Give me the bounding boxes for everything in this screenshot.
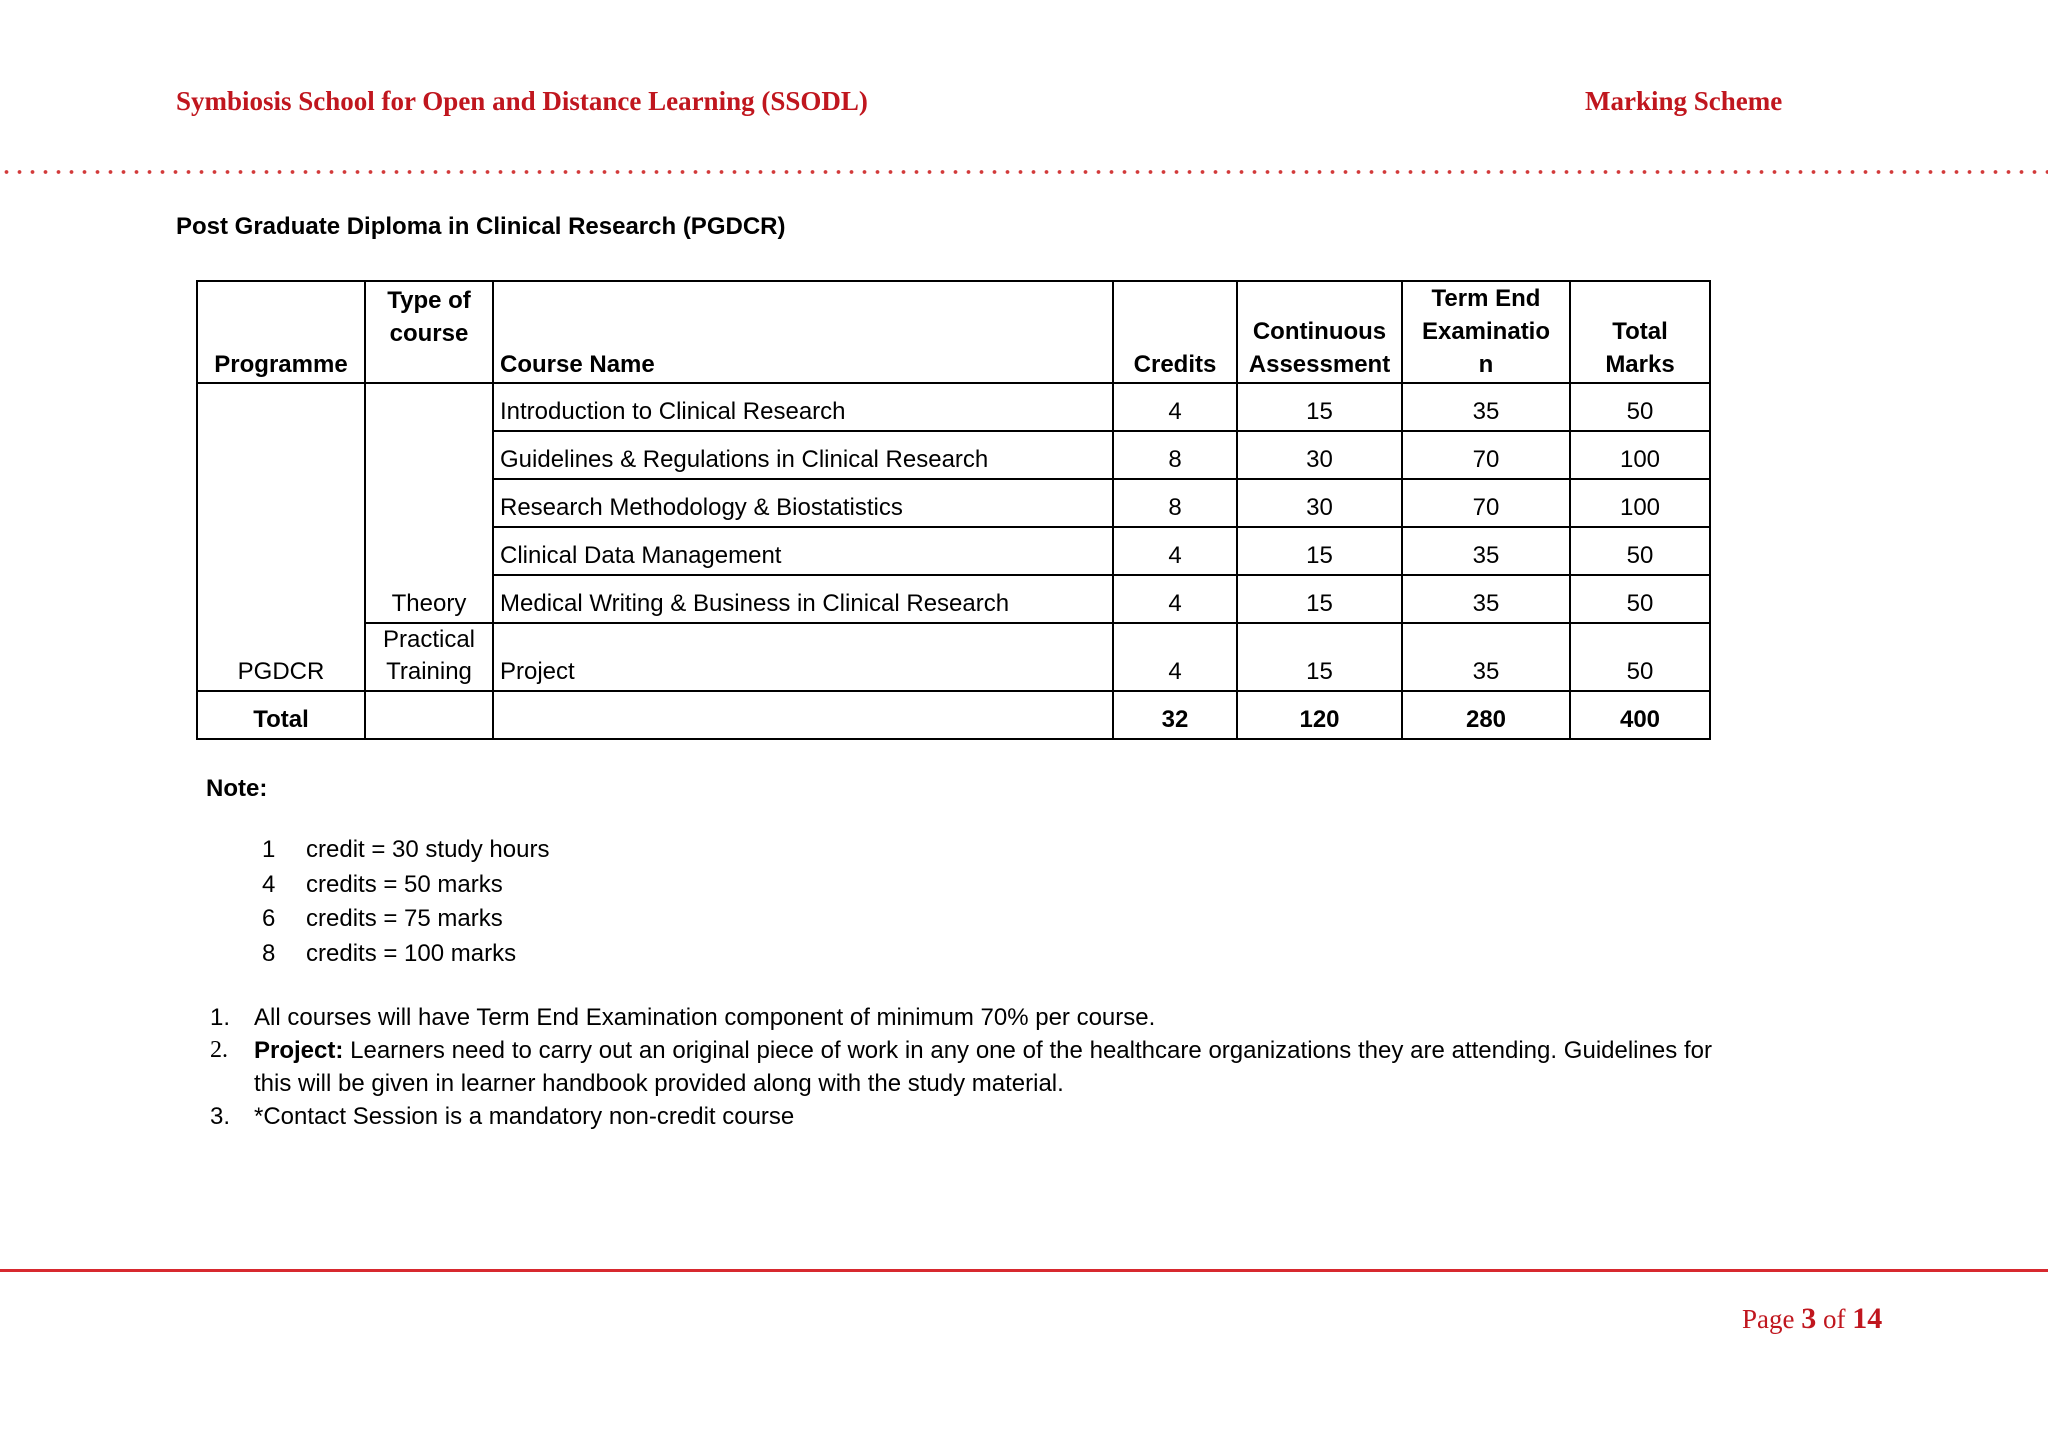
total-label-cell: Total xyxy=(197,691,365,739)
list-item xyxy=(210,1001,1712,1034)
tee-cell: 70 xyxy=(1402,431,1570,479)
header-ca-line1: Continuous xyxy=(1252,318,1387,345)
total-cell: 100 xyxy=(1570,431,1710,479)
credit-text: credit = 30 study hours xyxy=(306,836,550,863)
header-total-marks xyxy=(1570,281,1710,383)
page-number xyxy=(1742,1302,1882,1336)
list-item xyxy=(262,937,549,972)
note-text-body: *Contact Session is a mandatory non-credit course xyxy=(254,1103,795,1130)
total-credits-cell: 32 xyxy=(1113,691,1237,739)
course-name-cell: Clinical Data Management xyxy=(493,527,1113,575)
type-practical-line2: Training xyxy=(386,658,472,685)
total-cell: 50 xyxy=(1570,527,1710,575)
note-number: 3. xyxy=(210,1103,231,1130)
note-text xyxy=(254,1034,1712,1100)
table-header-row xyxy=(197,281,1710,383)
credits-cell: 8 xyxy=(1113,431,1237,479)
empty-cell xyxy=(365,691,493,739)
course-name-cell: Medical Writing & Business in Clinical Research xyxy=(493,575,1113,623)
list-item xyxy=(262,833,549,868)
table-row xyxy=(197,623,1710,691)
list-item xyxy=(210,1100,1712,1133)
credit-text: credits = 100 marks xyxy=(306,939,517,967)
table-total-row xyxy=(197,691,1710,739)
header-tee-line1: Term End xyxy=(1431,285,1541,312)
credits-cell: 4 xyxy=(1113,623,1237,691)
table-row xyxy=(197,383,1710,431)
header-continuous-assessment xyxy=(1237,281,1402,383)
note-text xyxy=(254,1100,1712,1133)
notes-list xyxy=(210,1001,1712,1133)
footer-divider xyxy=(0,1269,2048,1272)
list-item xyxy=(262,902,549,937)
total-marks-cell: 400 xyxy=(1570,691,1710,739)
credit-number: 1 xyxy=(262,836,276,863)
tee-cell: 35 xyxy=(1402,383,1570,431)
empty-cell xyxy=(493,691,1113,739)
course-name-cell: Introduction to Clinical Research xyxy=(493,383,1113,431)
type-practical-cell xyxy=(365,623,493,691)
ca-cell: 15 xyxy=(1237,383,1402,431)
credits-cell: 8 xyxy=(1113,479,1237,527)
credit-text: credits = 75 marks xyxy=(306,905,503,932)
note-text-body: Learners need to carry out an original piece of work in any one of the healthcare organizations they are attending. Guidelines for this will be given in learner handbook provided along with the study material. xyxy=(254,1037,1712,1097)
ca-cell: 30 xyxy=(1237,431,1402,479)
credit-equivalents-list xyxy=(262,833,549,971)
page-of: of xyxy=(1822,1304,1846,1334)
marking-scheme-table xyxy=(196,280,1711,740)
course-name-cell: Guidelines & Regulations in Clinical Research xyxy=(493,431,1113,479)
header-type-line1: Type of xyxy=(387,287,471,314)
course-name-cell: Project xyxy=(493,623,1113,691)
header-tee-line3: n xyxy=(1478,351,1494,378)
note-text xyxy=(254,1001,1712,1034)
tee-cell: 35 xyxy=(1402,527,1570,575)
header-type-of-course xyxy=(365,281,493,383)
total-cell: 50 xyxy=(1570,623,1710,691)
header-tee-line2: Examinatio xyxy=(1421,318,1551,345)
credit-number: 6 xyxy=(262,905,276,932)
header-credits: Credits xyxy=(1113,281,1237,383)
ca-cell: 30 xyxy=(1237,479,1402,527)
note-number: 1. xyxy=(210,1004,231,1031)
total-cell: 50 xyxy=(1570,575,1710,623)
credits-cell: 4 xyxy=(1113,527,1237,575)
header-ca-line2: Assessment xyxy=(1248,351,1391,378)
tee-cell: 35 xyxy=(1402,575,1570,623)
note-label: Note: xyxy=(206,775,268,802)
credits-cell: 4 xyxy=(1113,383,1237,431)
programme-cell: PGDCR xyxy=(197,383,365,691)
note-number: 2. xyxy=(210,1037,228,1063)
ca-cell: 15 xyxy=(1237,623,1402,691)
total-cell: 50 xyxy=(1570,383,1710,431)
ca-cell: 15 xyxy=(1237,575,1402,623)
note-bold-label: Project: xyxy=(254,1037,344,1064)
header-type-line2: course xyxy=(389,320,469,347)
header-programme: Programme xyxy=(197,281,365,383)
document-title: Post Graduate Diploma in Clinical Research (PGDCR) xyxy=(176,213,786,240)
note-text-body: All courses will have Term End Examination component of minimum 70% per course. xyxy=(254,1004,1156,1031)
page-current: 3 xyxy=(1801,1302,1817,1335)
header-school-name: Symbiosis School for Open and Distance Learning (SSODL) xyxy=(176,86,868,116)
header-term-end-examination xyxy=(1402,281,1570,383)
total-tee-cell: 280 xyxy=(1402,691,1570,739)
header-marking-scheme: Marking Scheme xyxy=(1585,86,1783,116)
credits-cell: 4 xyxy=(1113,575,1237,623)
type-theory-cell: Theory xyxy=(365,383,493,623)
credit-number: 4 xyxy=(262,870,276,898)
list-item xyxy=(262,868,549,903)
page-word: Page xyxy=(1742,1304,1795,1334)
header-total-line2: Marks xyxy=(1605,351,1675,378)
tee-cell: 35 xyxy=(1402,623,1570,691)
ca-cell: 15 xyxy=(1237,527,1402,575)
course-name-cell: Research Methodology & Biostatistics xyxy=(493,479,1113,527)
credit-text: credits = 50 marks xyxy=(306,870,503,898)
page-total: 14 xyxy=(1852,1302,1883,1335)
tee-cell: 70 xyxy=(1402,479,1570,527)
type-practical-line1: Practical xyxy=(382,626,476,653)
header-course-name: Course Name xyxy=(493,281,1113,383)
header-total-line1: Total xyxy=(1612,318,1668,345)
credit-number: 8 xyxy=(262,939,276,967)
list-item xyxy=(210,1034,1712,1100)
header-dotted-divider xyxy=(0,169,2048,175)
total-cell: 100 xyxy=(1570,479,1710,527)
total-ca-cell: 120 xyxy=(1237,691,1402,739)
